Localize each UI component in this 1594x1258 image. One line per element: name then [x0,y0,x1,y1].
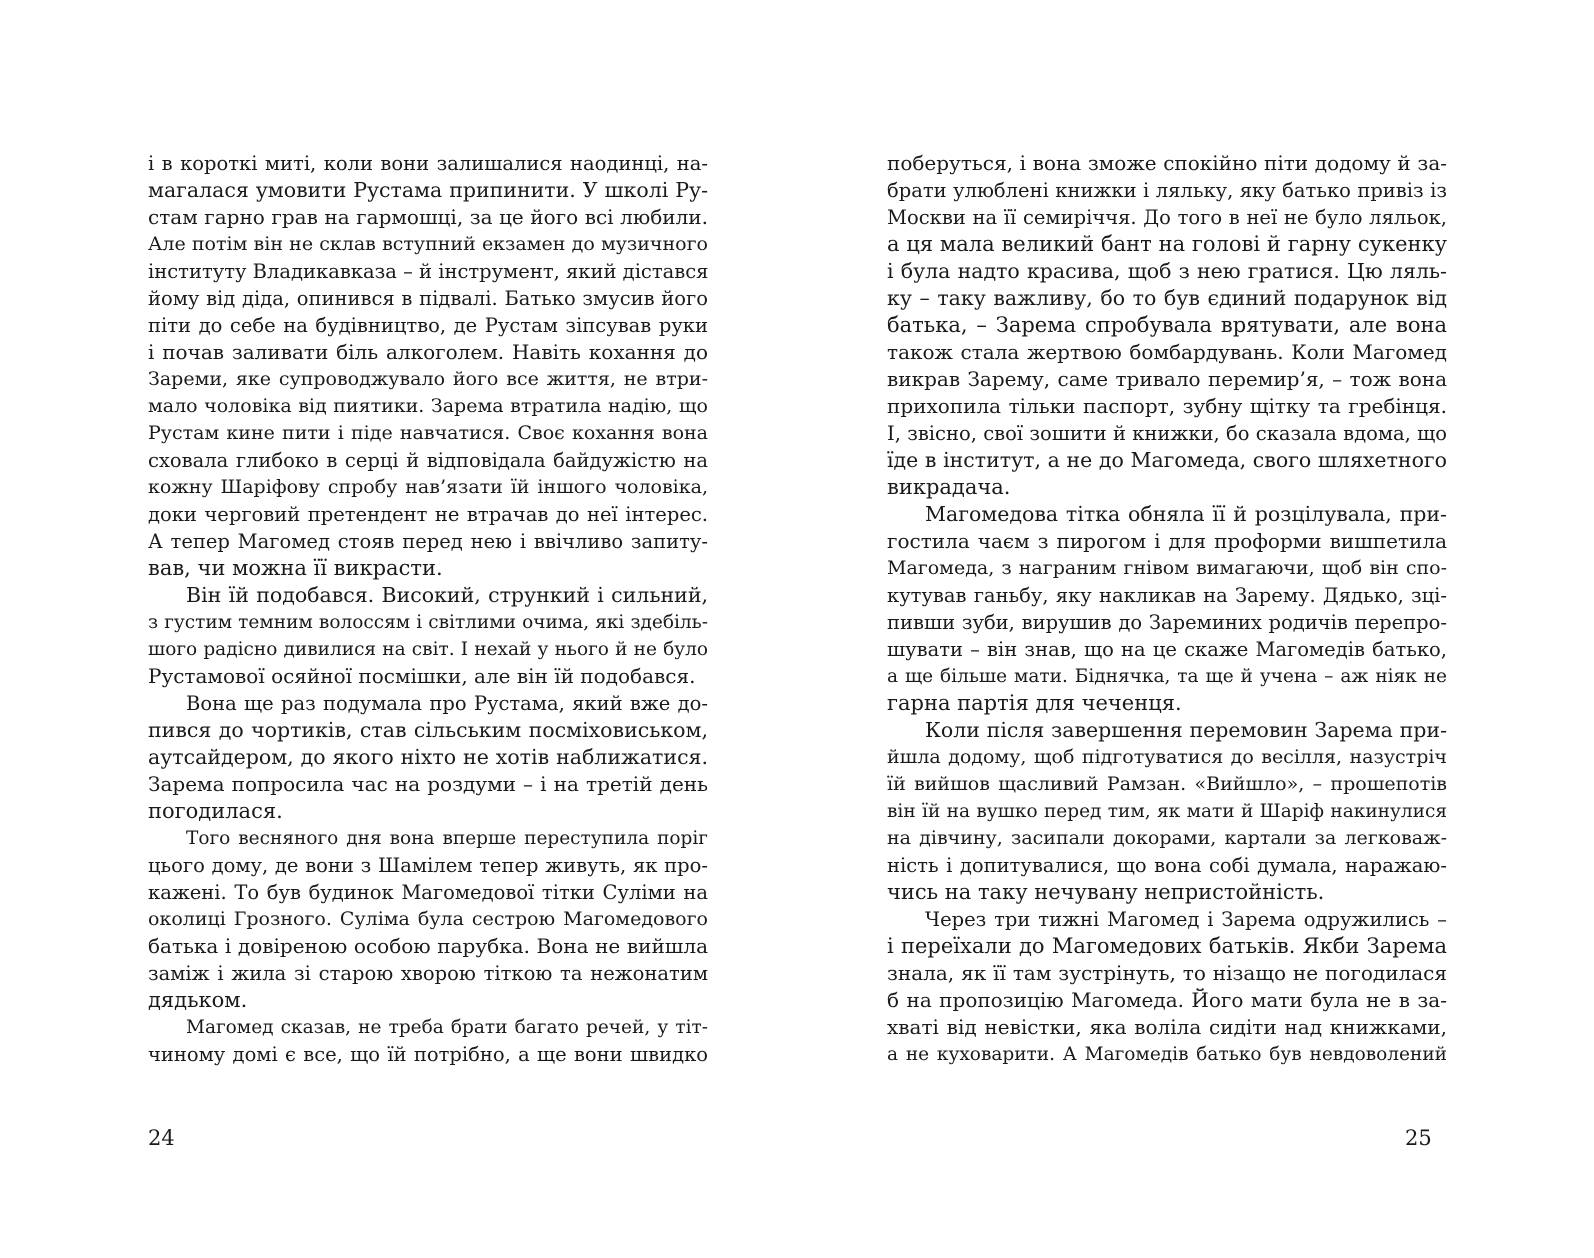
text-line: піти до себе на будівництво, де Рустам зіпсував руки [148,314,708,337]
text-line: знала, як її там зустрінуть, то нізащо не погодилася [887,961,1447,985]
text-line: Але потім він не склав вступний екзамен до музичного [148,233,708,255]
page-number-right: 25 [1405,1126,1432,1150]
text-line: Москви на її семиріччя. До того в неї не було ляльок, [887,206,1447,229]
text-line: йшла додому, щоб підготуватися до весілля, назустріч [887,746,1447,768]
text-line: батька і довіреною особою парубка. Вона не вийшла [148,934,708,958]
text-line: викрав Зарему, саме тривало перемир’я, – тож вона [887,367,1447,391]
text-line: інституту Владикавказа – й інструмент, який дістався [148,260,709,283]
text-line: Магомеда, з награним гнівом вимагаючи, щоб він спо- [887,557,1447,579]
text-line: а ще більше мати. Біднячка, та ще й учена – аж ніяк не [887,666,1447,687]
text-line: мало чоловіка від пиятики. Зарема втратила надію, що [148,395,708,417]
text-line: а ця мала великий бант на голові й гарну сукенку [887,232,1447,256]
text-line: і почав заливати біль алкоголем. Навіть кохання до [148,340,708,364]
text-line: Рустамової осяйної посмішки, але він їй подобався. [148,664,696,688]
text-line: ку – таку важливу, бо то був єдиний подарунок від [887,286,1447,310]
text-line: дядьком. [148,988,248,1012]
text-line: вав, чи можна її викрасти. [148,556,443,580]
text-line: б на пропозицію Магомеда. Його мати була не в за- [887,988,1447,1012]
text-line: з густим темним волоссям і світлими очима, які здебіль- [148,612,708,633]
text-line: аутсайдером, до якого ніхто не хотів наближатися. [148,745,708,769]
text-line: Він їй подобався. Високий, стрункий і сильний, [186,583,708,607]
text-line: їй вийшов щасливий Рамзан. «Вийшло», – прошепотів [887,773,1447,795]
text-line: Магомедова тітка обняла її й розцілувала, при- [925,502,1447,526]
text-line: гарна партія для чеченця. [887,691,1182,715]
text-line: чиному домі є все, що їй потрібно, а ще вони швидко [148,1043,708,1066]
text-line: і в короткі миті, коли вони залишалися наодинці, на- [148,152,708,175]
text-line: кажені. То був будинок Магомедової тітки Суліми на [148,881,708,904]
text-line: на дівчину, засипали докорами, картали за легковаж- [887,827,1447,849]
text-line: Через три тижні Магомед і Зарема одружились – [925,908,1447,931]
text-line: пився до чортиків, став сільським посміховиськом, [148,718,708,742]
text-line: доки черговий претендент не втрачав до неї інтерес. [148,503,708,526]
text-line: шувати – він знав, що на це скаже Магомедів батько, [887,638,1447,661]
text-line: шого радісно дивилися на світ. І нехай у нього й не було [148,639,708,660]
text-line: також стала жертвою бомбардувань. Коли Магомед [887,340,1447,364]
text-line: чись на таку нечувану непристойність. [887,880,1325,904]
text-line: Зарема попросила час на роздуми – і на третій день [148,772,708,796]
text-line: батька, – Зарема спробувала врятувати, але вона [887,313,1447,337]
text-line: ність і допитувалися, що вона собі думала, наражаю- [887,854,1447,877]
text-line: і була надто красива, щоб з нею гратися. Цю ляль- [887,259,1447,283]
text-line: стам гарно грав на гармошці, за це його всі любили. [148,205,708,229]
text-line: гостила чаєм з пирогом і для проформи вишпетила [887,529,1447,553]
text-line: їде в інститут, а не до Магомеда, свого шляхетного [887,448,1447,472]
left-page-text [148,150,708,1068]
text-line: кожну Шаріфову спробу нав’язати їй іншого чоловіка, [148,476,708,498]
text-line: поберуться, і вона зможе спокійно піти додому й за- [887,151,1447,175]
text-line: А тепер Магомед стояв перед нею і ввічливо запиту- [148,530,708,553]
text-line: Вона ще раз подумала про Рустама, який вже до- [186,692,708,715]
text-line: Того весняного дня вона вперше переступила поріг [186,828,708,849]
text-line: Рустам кине пити і піде навчатися. Своє кохання вона [148,422,708,444]
text-line: сховала глибоко в серці й відповідала байдужістю на [148,449,708,472]
text-line: і переїхали до Магомедових батьків. Якби Зарема [887,934,1447,958]
text-line: викрадача. [887,475,1011,499]
text-line: Зареми, яке супроводжувало його все життя, не втри- [148,368,708,390]
text-line: магалася умовити Рустама припинити. У школі Ру- [148,178,708,202]
text-line: Магомед сказав, не треба брати багато речей, у тіт- [186,1017,708,1038]
text-line: кутував ганьбу, яку накликав на Зарему. Дядько, зці- [887,584,1447,607]
text-line: Коли після завершення перемовин Зарема при- [925,718,1447,742]
text-line: околиці Грозного. Суліма була сестрою Магомедового [148,908,708,930]
text-line: погодилася. [148,799,283,823]
text-line: цього дому, де вони з Шамілем тепер живуть, як про- [148,854,708,877]
text-line: а не куховарити. А Магомедів батько був невдоволений [887,1044,1447,1065]
text-line: хваті від невістки, яка воліла сидіти над книжками, [887,1015,1447,1039]
text-line: пивши зуби, вирушив до Зареминих родичів перепро- [887,611,1447,634]
text-line: брати улюблені книжки і ляльку, яку батько привіз із [887,179,1447,202]
text-line: він їй на вушко перед тим, як мати й Шаріф накинулися [887,801,1447,822]
text-line: заміж і жила зі старою хворою тіткою та нежонатим [148,962,708,985]
text-line: прихопила тільки паспорт, зубну щітку та гребінця. [887,394,1447,418]
text-line: йому від діда, опинився в підвалі. Батько змусив його [148,287,708,310]
page-number-left: 24 [148,1126,175,1150]
text-line: І, звісно, свої зошити й книжки, бо сказала вдома, що [887,422,1447,445]
right-page-text [887,150,1447,1068]
